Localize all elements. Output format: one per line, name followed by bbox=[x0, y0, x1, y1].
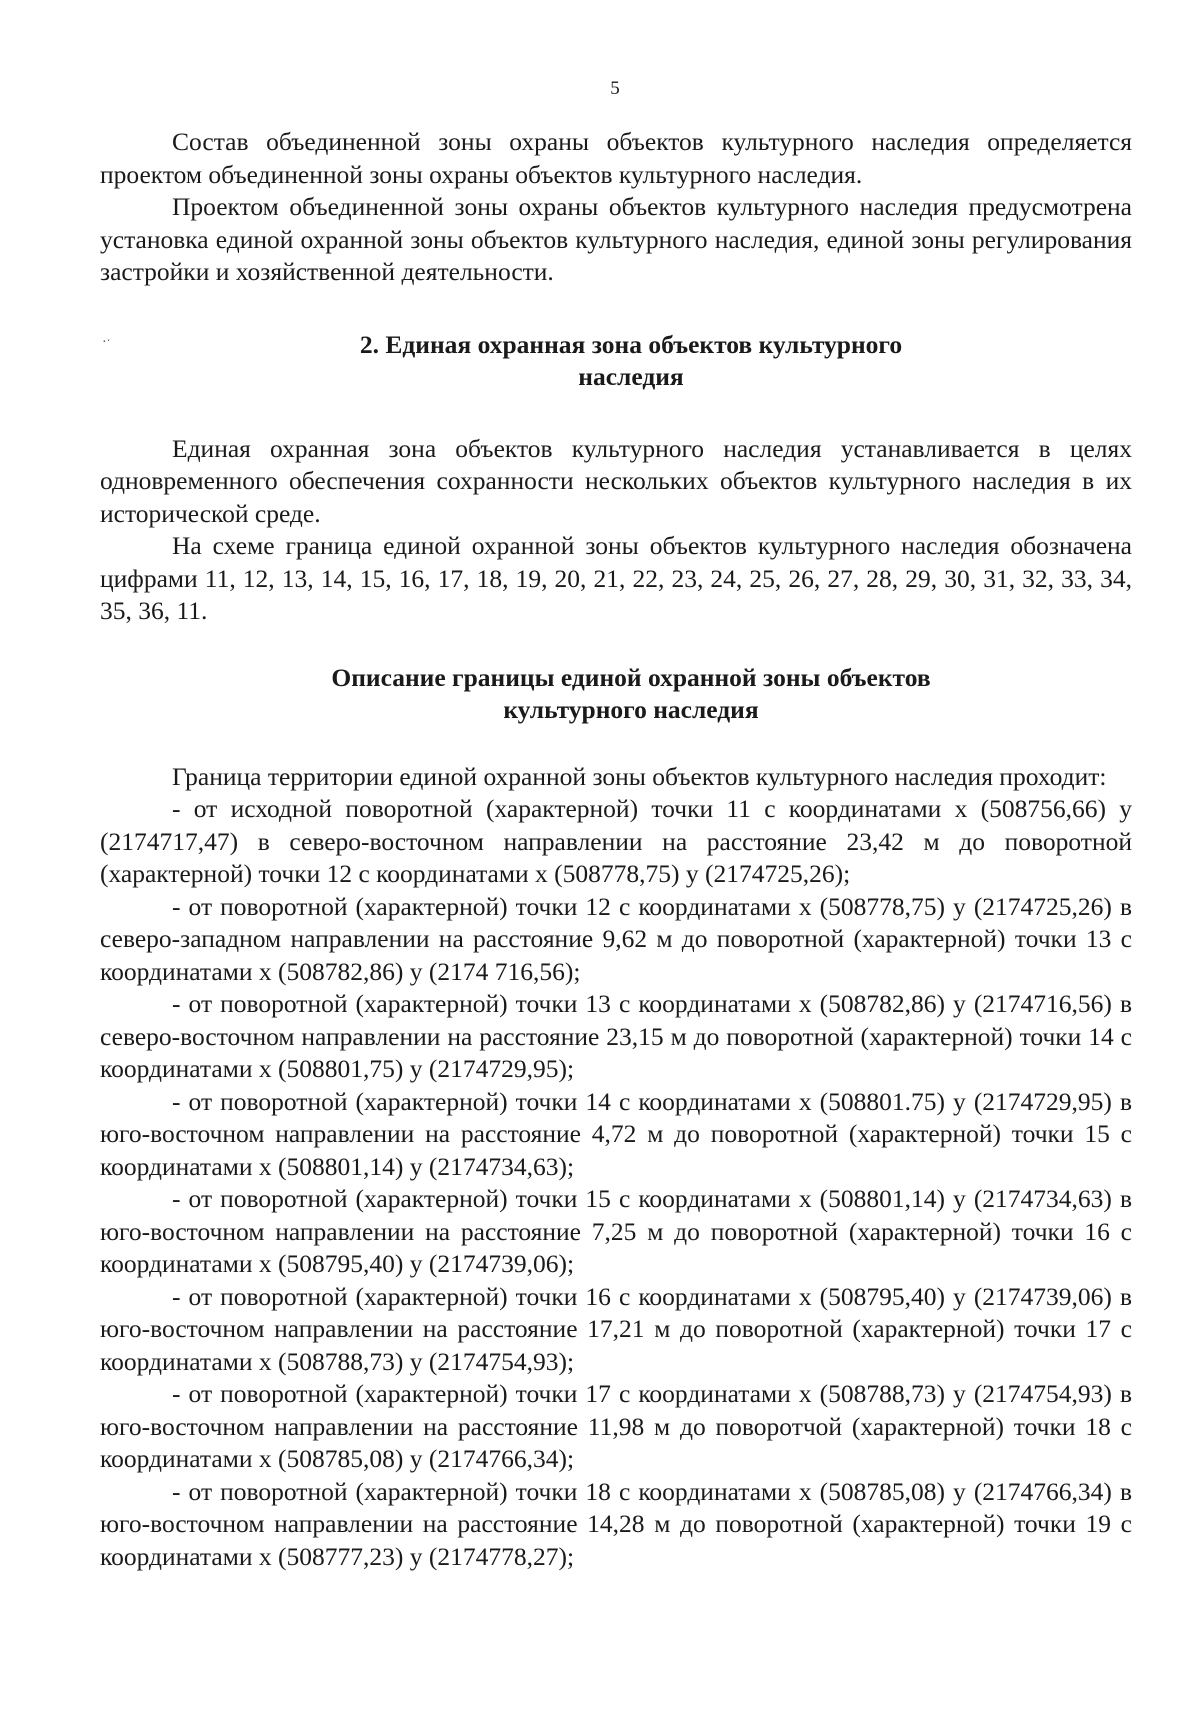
page-number: 5 bbox=[610, 78, 620, 99]
document-body bbox=[100, 126, 1132, 1573]
section-2-paragraph-1: Единая охранная зона объектов культурного наследия устанавливается в целях одновременного обеспечения сохранности нескольких объектов культурного наследия в их исторической среде. bbox=[100, 433, 1132, 528]
boundary-point-16-17: - от поворотной (характерной) точки 16 с координатами х (508795,40) у (2174739,06) в юго-восточном направлении на расстояние 17,21 м до поворотной (характерной) точки 17 с координатами х (508788,73) у (2174754,93); bbox=[100, 1281, 1132, 1376]
section-2-heading bbox=[100, 329, 1132, 394]
boundary-point-14-15: - от поворотной (характерной) точки 14 с координатами х (508801.75) у (2174729,95) в юго-восточном направлении на расстояние 4,72 м до поворотной (характерной) точки 15 с координатами х (508801,14) у (2174734,63); bbox=[100, 1086, 1132, 1181]
section-2-paragraph-2: На схеме граница единой охранной зоны объектов культурного наследия обозначена цифрами 11, 12, 13, 14, 15, 16, 17, 18, 19, 20, 21, 22, 23, 24, 25, 26, 27, 28, 29, 30, 31, 32, 33, 34, 35, 36, 11. bbox=[100, 531, 1132, 625]
scan-artifact-mark: ·ˑ bbox=[102, 335, 111, 350]
boundary-lead-paragraph: Граница территории единой охранной зоны объектов культурного наследия проходит: bbox=[172, 761, 1107, 791]
boundary-point-15-16: - от поворотной (характерной) точки 15 с координатами х (508801,14) у (2174734,63) в юго-восточном направлении на расстояние 7,25 м до поворотной (характерной) точки 16 с координатами х (508795,40) у (2174739,06); bbox=[100, 1184, 1132, 1278]
section-2-heading-line-2: наследия bbox=[578, 362, 684, 391]
intro-paragraph-2: Проектом объединенной зоны охраны объектов культурного наследия предусмотрена установка единой охранной зоны объектов культурного наследия, единой зоны регулирования застройки и хозяйственной деятельности. bbox=[100, 192, 1132, 286]
intro-paragraph-1: Состав объединенной зоны охраны объектов культурного наследия определяется проектом объединенной зоны охраны объектов культурного наследия. bbox=[100, 127, 1132, 189]
section-2-heading-line-1: 2. Единая охранная зона объектов культурного bbox=[359, 329, 903, 359]
boundary-heading-line-2: культурного наследия bbox=[503, 695, 759, 724]
boundary-heading-line-1: Описание границы единой охранной зоны объектов bbox=[331, 662, 931, 692]
boundary-point-11-12: - от исходной поворотной (характерной) точки 11 с координатами х (508756,66) у (2174717,47) в северо-восточном направлении на расстояние 23,42 м до поворотной (характерной) точки 12 с координатами х (508778,75) у (2174725,26); bbox=[100, 794, 1132, 888]
boundary-description-heading bbox=[100, 662, 1132, 727]
boundary-point-18-19: - от поворотной (характерной) точки 18 с координатами х (508785,08) у (2174766,34) в юго-восточном направлении на расстояние 14,28 м до поворотной (характерной) точки 19 с координатами х (508777,23) у (2174778,27); bbox=[100, 1476, 1132, 1571]
boundary-point-12-13: - от поворотной (характерной) точки 12 с координатами х (508778,75) у (2174725,26) в северо-западном направлении на расстояние 9,62 м до поворотной (характерной) точки 13 с координатами х (508782,86) у (2174 716,56); bbox=[100, 891, 1132, 986]
boundary-point-13-14: - от поворотной (характерной) точки 13 с координатами х (508782,86) у (2174716,56) в северо-восточном направлении на расстояние 23,15 м до поворотной (характерной) точки 14 с координатами х (508801,75) у (2174729,95); bbox=[100, 989, 1132, 1083]
boundary-point-17-18: - от поворотной (характерной) точки 17 с координатами х (508788,73) у (2174754,93) в юго-восточном направлении на расстояние 11,98 м до поворотчой (характерной) точки 18 с координатами х (508785,08) у (2174766,34); bbox=[100, 1379, 1132, 1473]
